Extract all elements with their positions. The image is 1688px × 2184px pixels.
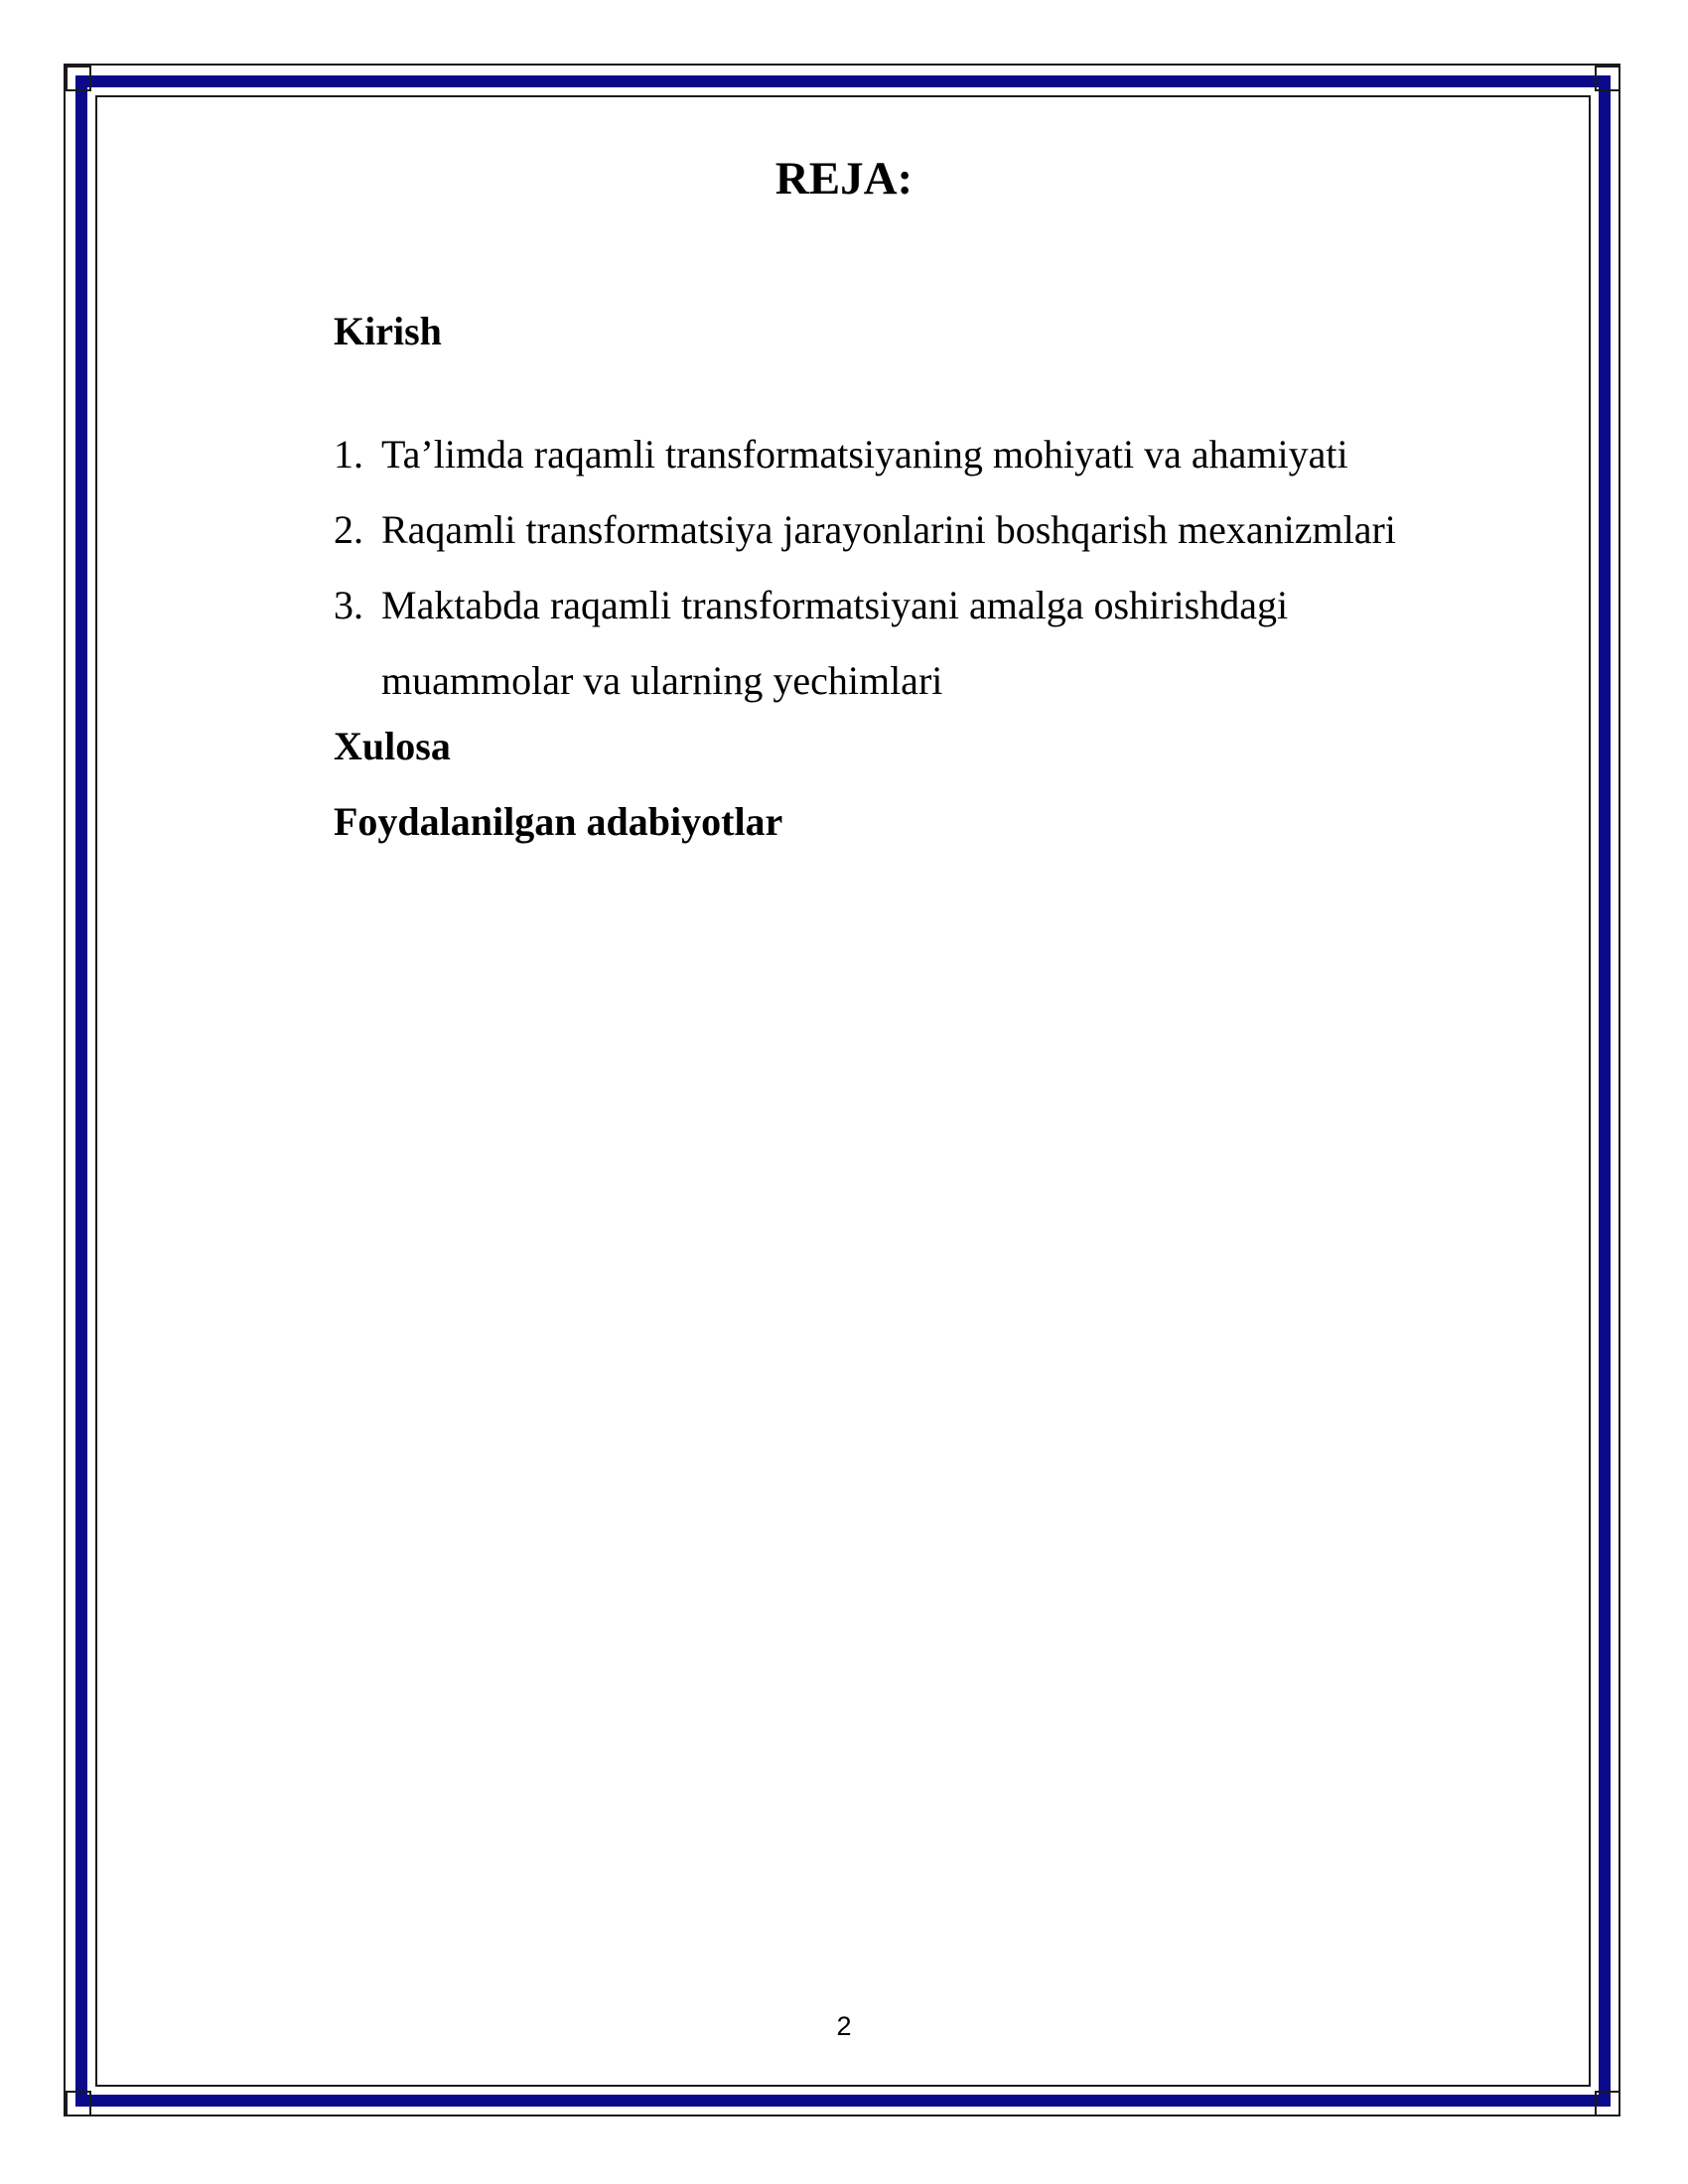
border-inner-line	[95, 95, 1591, 2087]
list-item-number: 3.	[334, 583, 363, 627]
page-title: REJA:	[774, 153, 914, 205]
corner-ornament-top-left	[66, 66, 91, 91]
conclusion-heading: Xulosa	[334, 724, 451, 768]
page-number: 2	[836, 2011, 852, 2041]
corner-ornament-top-right	[1595, 66, 1620, 91]
corner-ornament-bottom-left	[66, 2091, 91, 2116]
list-item	[334, 568, 1565, 719]
list-item	[334, 492, 1565, 568]
list-item-number: 2.	[334, 507, 363, 552]
list-item-text: Ta’limda raqamli transformatsiyaning mohiyati va ahamiyati	[381, 432, 1348, 477]
references-heading: Foydalanilgan adabiyotlar	[334, 799, 783, 844]
list-item	[334, 417, 1565, 492]
intro-heading: Kirish	[334, 309, 442, 353]
plan-list	[334, 417, 1565, 719]
list-item-number: 1.	[334, 432, 363, 477]
list-item-text: Maktabda raqamli transformatsiyani amalga oshirishdagi muammolar va ularning yechimlari	[381, 583, 1289, 703]
corner-ornament-bottom-right	[1595, 2091, 1620, 2116]
list-item-text: Raqamli transformatsiya jarayonlarini boshqarish mexanizmlari	[381, 507, 1396, 552]
